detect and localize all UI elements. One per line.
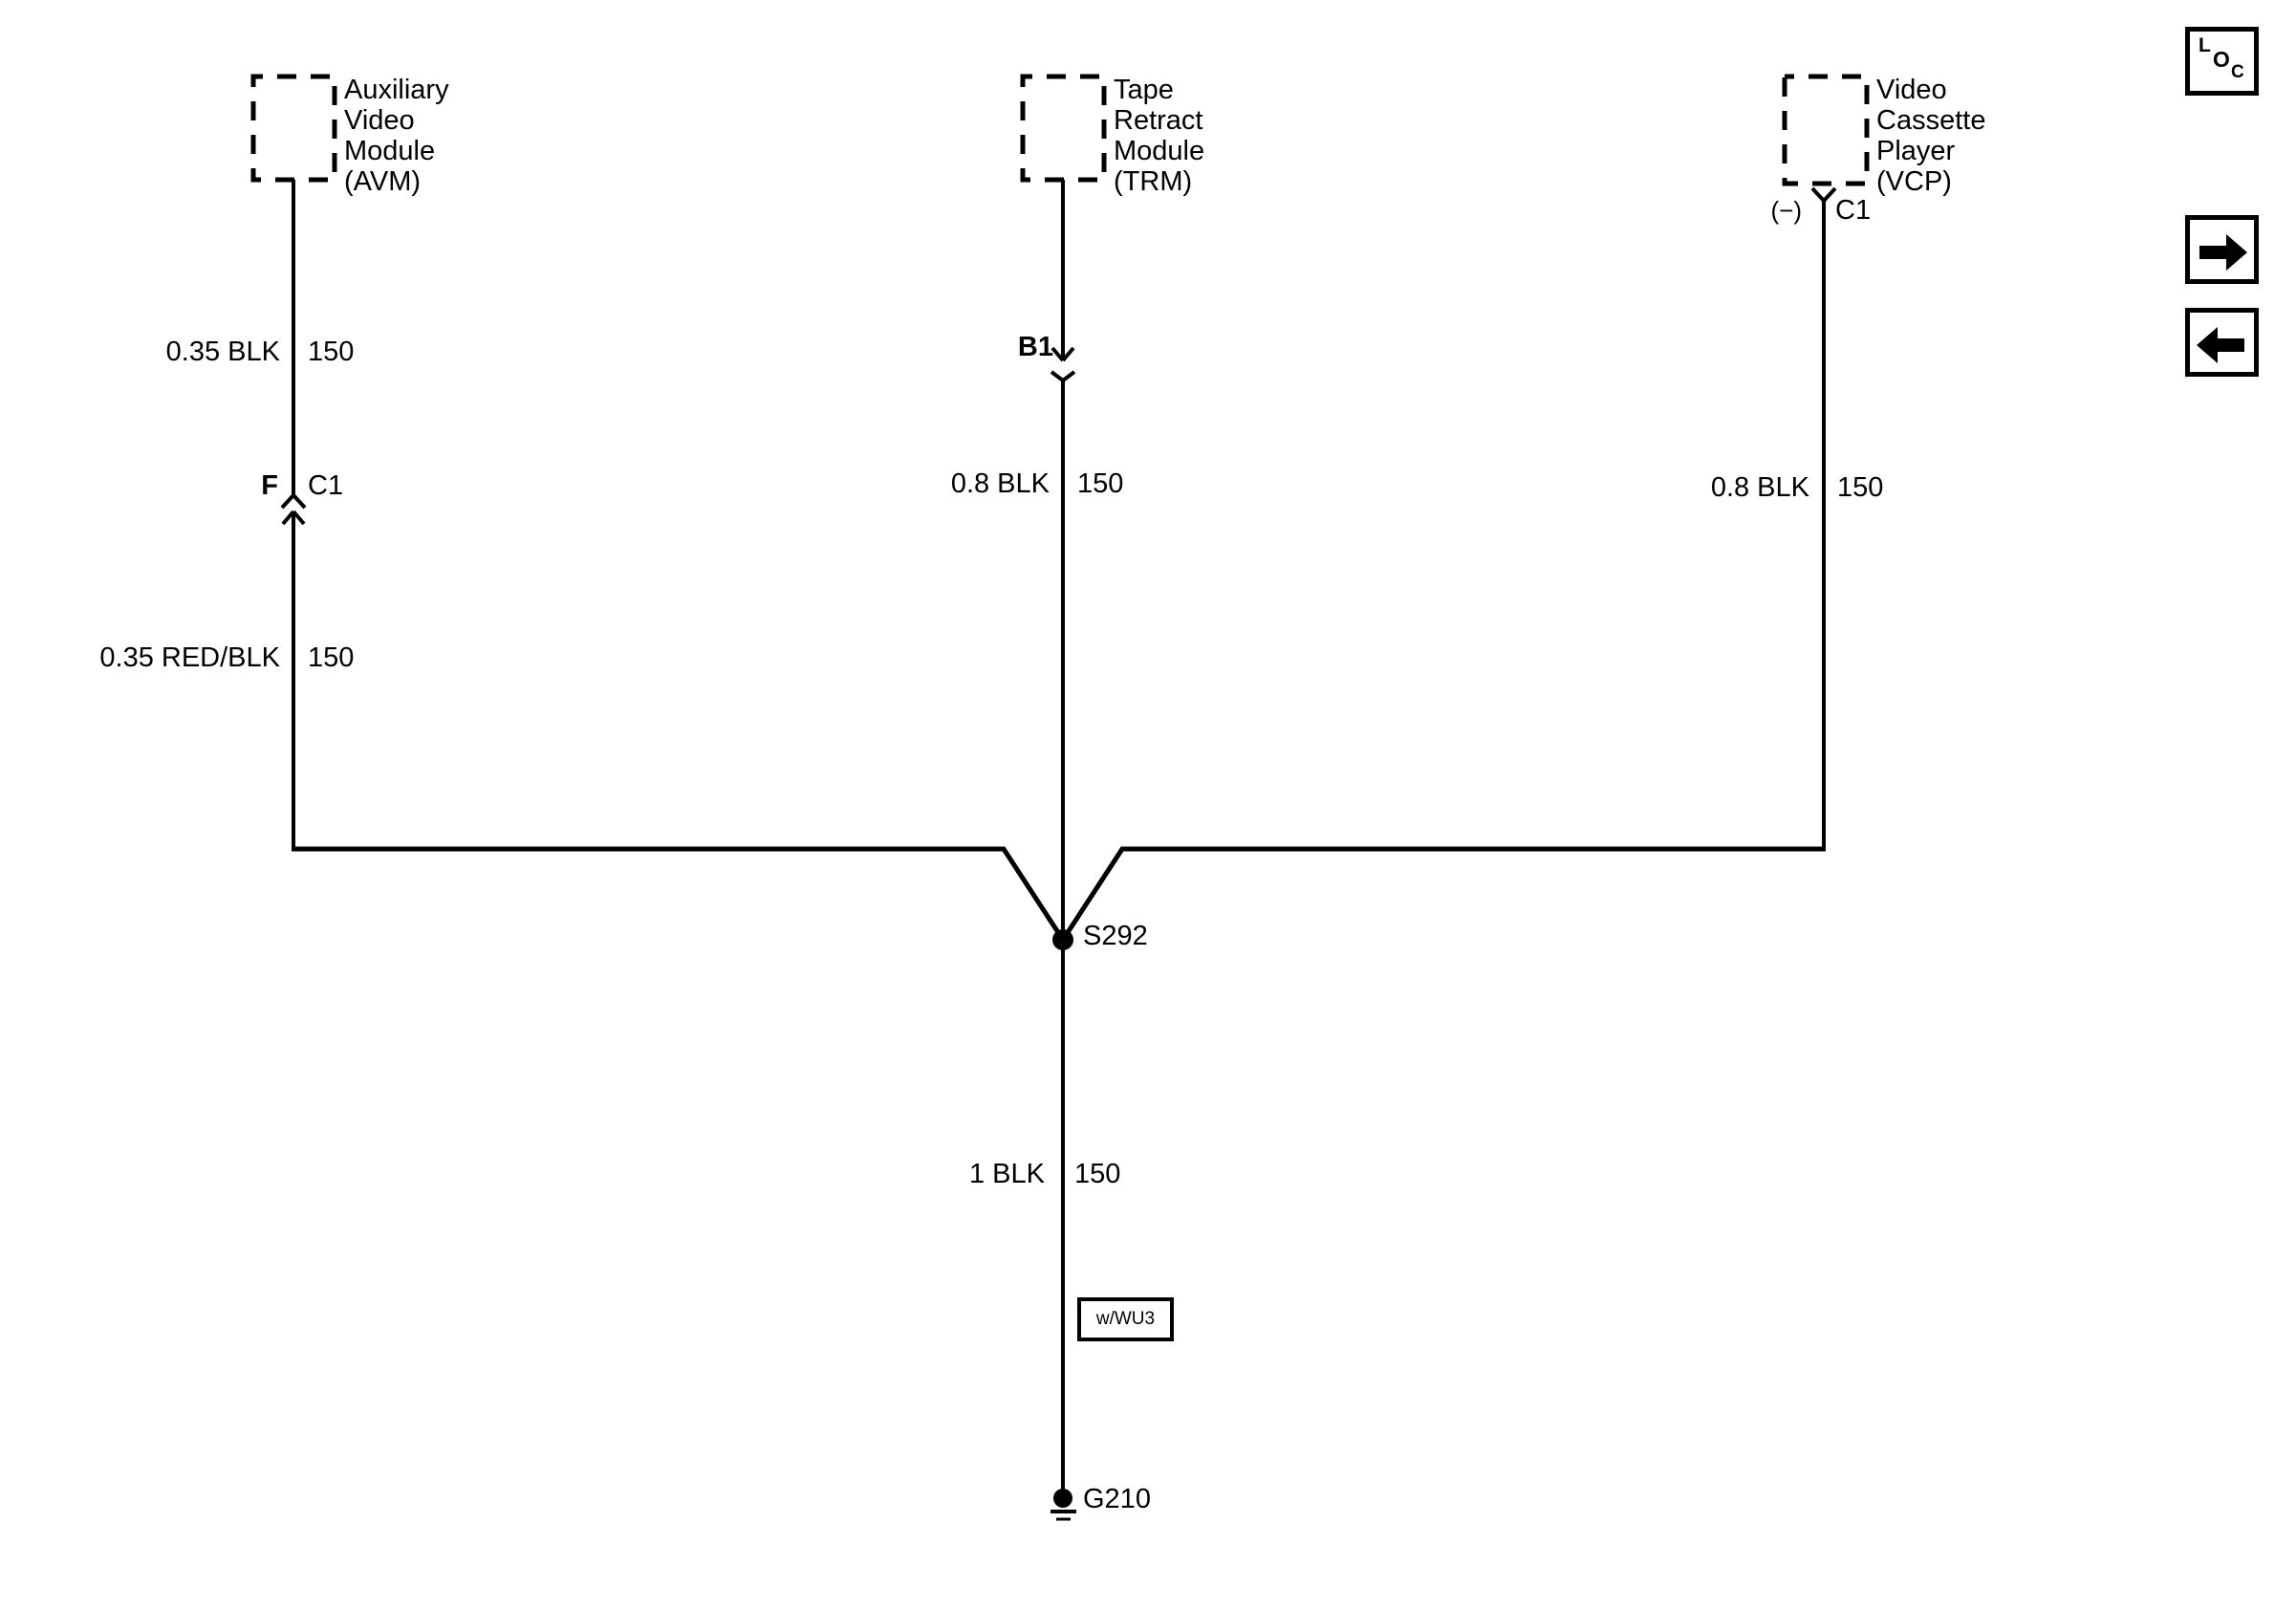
ground-label: G210 [1083,1484,1151,1514]
loc-letter-c: C [2231,62,2244,82]
vcp-label-line: Video [1876,75,1947,105]
loc-button[interactable] [2185,27,2259,96]
next-page-button[interactable] [2185,215,2259,284]
previous-page-button[interactable] [2185,308,2259,377]
trm-label [1114,75,1204,197]
trm-label-line: Tape [1114,75,1174,105]
vcp-component-box [1785,76,1867,184]
vcp-wire-circuit: 150 [1837,472,1884,503]
vcp-label-line: (VCP) [1876,166,1952,197]
trm-component-box [1023,76,1104,180]
trm-wire-circuit: 150 [1077,468,1124,499]
arrow-left-icon [2190,313,2254,372]
loc-letter-o: O [2213,47,2230,72]
trm-label-line: (TRM) [1114,166,1193,197]
avm-wire-upper-circuit: 150 [308,337,355,367]
vcp-label [1876,75,1985,197]
avm-component-box [253,76,335,180]
trm-pin-label: B1 [1017,332,1053,362]
splice-dot [1052,929,1073,950]
left-bus-wire [292,849,1063,940]
avm-wire-lower-spec: 0.35 RED/BLK [99,642,280,673]
trm-connector-female-icon [1051,372,1074,381]
vcp-label-line: Cassette [1876,105,1986,136]
loc-letter-l: L [2199,34,2211,56]
ground-dot-icon [1053,1489,1072,1508]
vcp-label-line: Player [1876,136,1956,166]
vcp-pin-polarity-label: (−) [1770,196,1802,225]
right-bus-wire [1063,849,1826,940]
trm-label-line: Module [1114,136,1205,166]
trm-label-line: Retract [1114,105,1203,136]
splice-label: S292 [1083,921,1148,951]
vcp-wire-spec: 0.8 BLK [1710,472,1809,503]
ground-wire-spec: 1 BLK [969,1159,1045,1189]
trm-wire-spec: 0.8 BLK [950,468,1050,499]
arrow-right-icon [2190,220,2254,279]
vcp-connector-female-icon [1812,188,1835,201]
option-tag-box [1077,1297,1174,1341]
avm-label-line: Module [344,136,436,166]
avm-wire-lower-circuit: 150 [308,642,355,673]
avm-label-line: (AVM) [344,166,422,197]
avm-conn-pin-label: F [261,470,278,501]
avm-label [344,75,449,197]
avm-conn-label: C1 [308,470,344,501]
avm-wire-upper-spec: 0.35 BLK [165,337,280,367]
option-tag-label: w/WU3 [1095,1309,1156,1329]
vcp-connector-label: C1 [1835,195,1872,226]
avm-label-line: Video [344,105,415,136]
inline-connector-female-icon [282,495,305,508]
ground-wire-circuit: 150 [1074,1159,1121,1189]
avm-label-line: Auxiliary [344,75,449,105]
